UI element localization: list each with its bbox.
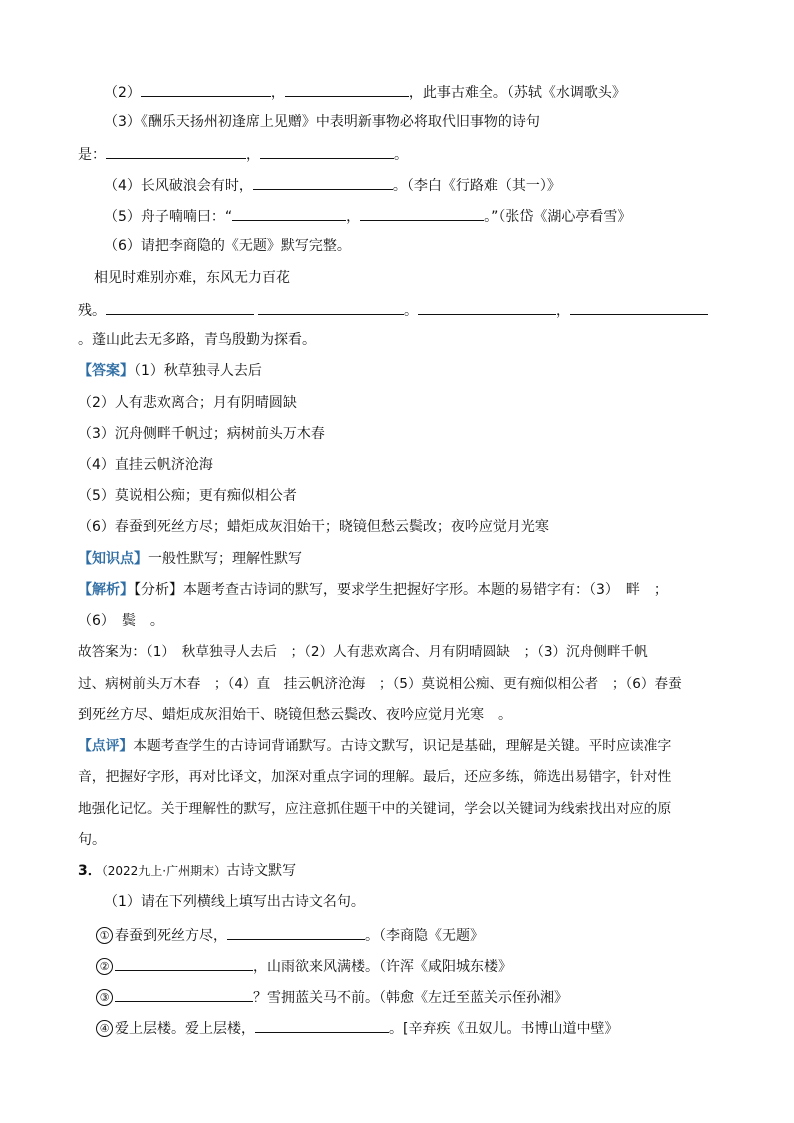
answer-text: （3）沉舟侧畔千帆过；病树前头万木春: [78, 426, 325, 442]
comment-text: 本题考查学生的古诗词背诵默写。古诗文默写，识记是基础，理解是关键。平时应读准字: [133, 738, 672, 754]
item-text: ，: [556, 303, 570, 319]
item-text: 。: [404, 303, 418, 319]
question-item-3: [104, 112, 540, 132]
item-text: ，: [270, 85, 285, 101]
answer-line-4: [78, 455, 213, 475]
answer-blank[interactable]: [141, 81, 271, 97]
answer-blank[interactable]: [285, 81, 409, 97]
answer-label: 【答案】: [78, 363, 134, 379]
poem-line-3: [78, 330, 316, 350]
q3-item-4: [96, 1017, 618, 1039]
answer-blank[interactable]: [106, 143, 246, 159]
item-text: 。: [394, 147, 408, 163]
item-text: 。[辛弃疾《丑奴儿。书博山道中壁》: [389, 1021, 619, 1037]
answer-blank[interactable]: [232, 205, 346, 221]
knowledge-text: 一般性默写；理解性默写: [148, 551, 302, 567]
item-text: （4）长风破浪会有时，: [104, 178, 253, 194]
comment-text: 地强化记忆。关于理解性的默写，应注意抓住题干中的关键词，学会以关键词为线索找出对应的原: [78, 801, 672, 817]
question-item-4: [104, 174, 561, 196]
answer-text: （5）莫说相公痴；更有痴似相公者: [78, 488, 297, 504]
analysis-line-4: [78, 674, 682, 694]
item-text: 。（李白《行路难（其一）》: [392, 178, 561, 194]
comment-line-4: [78, 830, 106, 850]
question-number: 3．: [78, 863, 102, 879]
answer-line-6: [78, 517, 549, 537]
answer-text: （6）春蚕到死丝方尽；蜡炬成灰泪始干；晓镜但愁云鬓改；夜吟应觉月光寒: [78, 519, 549, 535]
answer-blank[interactable]: [258, 299, 404, 315]
analysis-text: 【分析】本题考查古诗词的默写，要求学生把握好字形。本题的易错字有：（3） 畔 ；: [134, 582, 668, 598]
knowledge-points: [78, 549, 302, 569]
answer-line-1: [78, 361, 262, 381]
analysis-line-2: [78, 611, 164, 631]
answer-blank[interactable]: [260, 143, 394, 159]
comment-label: 【点评】: [78, 738, 134, 754]
question-source: （2022九上·广州期末）: [101, 864, 227, 878]
item-text: 。蓬山此去无多路，青鸟殷勤为探看。: [78, 332, 316, 348]
answer-blank[interactable]: [227, 924, 365, 940]
answer-blank[interactable]: [106, 299, 254, 315]
analysis-text: 故答案为：（1） 秋草独寻人去后 ；（2）人有悲欢离合、月有阴晴圆缺 ；（3）沉舟侧畔千帆: [78, 644, 648, 660]
answer-blank[interactable]: [115, 955, 253, 971]
item-text: ，: [246, 147, 260, 163]
circled-number: ③: [96, 989, 113, 1006]
item-text: （5）舟子喃喃曰：“: [104, 209, 233, 225]
q3-item-1: [96, 924, 484, 946]
question-item-3-cont: [78, 143, 408, 165]
item-text: 是：: [78, 147, 106, 163]
comment-line-1: [78, 736, 671, 756]
answer-blank[interactable]: [255, 1017, 389, 1033]
q3-item-2: [96, 955, 512, 977]
item-text: ？雪拥蓝关马不前。（韩愈《左迁至蓝关示侄孙湘》: [253, 990, 568, 1006]
analysis-text: 过、病树前头万木春 ；（4）直 挂云帆济沧海 ；（5）莫说相公痴、更有痴似相公者 ；（6）春蚕: [78, 676, 682, 692]
comment-text: 音，把握好字形，再对比译文，加深对重点字词的理解。最后，还应多练，筛选出易错字，针对性: [78, 769, 672, 785]
comment-line-2: [78, 767, 671, 787]
item-text: （6）请把李商隐的《无题》默写完整。: [104, 238, 351, 254]
analysis-text: 到死丝方尽、蜡炬成灰泪始干、晓镜但愁云鬓改、夜吟应觉月光寒 。: [78, 707, 512, 723]
circled-number: ②: [96, 958, 113, 975]
item-text: ，山雨欲来风满楼。（许浑《咸阳城东楼》: [253, 959, 512, 975]
item-text: 。（李商隐《无题》: [365, 928, 484, 944]
poem-line-1: [94, 268, 290, 288]
item-text: 相见时难别亦难，东风无力百花: [94, 270, 290, 286]
answer-line-2: [78, 393, 297, 413]
item-text: ，: [346, 209, 361, 225]
question-3-sub1: [104, 892, 365, 912]
circled-number: ④: [96, 1020, 113, 1037]
analysis-line-5: [78, 705, 512, 725]
answer-text: （4）直挂云帆济沧海: [78, 457, 213, 473]
answer-text: （2）人有悲欢离合；月有阴晴圆缺: [78, 395, 297, 411]
item-label: （2）: [104, 85, 141, 101]
comment-text: 句。: [78, 832, 106, 848]
q3-item-3: [96, 986, 568, 1008]
item-text: 残。: [78, 303, 106, 319]
question-item-5: [104, 205, 631, 227]
answer-blank[interactable]: [360, 205, 484, 221]
item-text: 。”（张岱《湖心亭看雪》: [484, 209, 632, 225]
question-item-6: [104, 236, 351, 256]
answer-blank[interactable]: [418, 299, 556, 315]
analysis-label: 【解析】: [78, 582, 134, 598]
answer-blank[interactable]: [570, 299, 708, 315]
analysis-line-1: [78, 580, 668, 600]
sub-question-text: （1）请在下列横线上填写出古诗文名句。: [104, 894, 365, 910]
answer-blank[interactable]: [115, 986, 253, 1002]
item-text: ，此事古难全。（苏轼《水调歌头》: [408, 85, 626, 101]
analysis-text: （6） 鬓 。: [78, 613, 164, 629]
poem-line-2: [78, 299, 708, 321]
question-title: 古诗文默写: [226, 863, 297, 879]
question-item-2: [104, 81, 626, 103]
answer-line-3: [78, 424, 325, 444]
analysis-line-3: [78, 642, 648, 662]
item-text: 爱上层楼。爱上层楼，: [115, 1021, 255, 1037]
answer-line-5: [78, 486, 297, 506]
item-text: （3）《酬乐天扬州初逢席上见赠》中表明新事物必将取代旧事物的诗句: [104, 114, 540, 130]
knowledge-label: 【知识点】: [78, 551, 148, 567]
answer-blank[interactable]: [253, 174, 393, 190]
answer-text: （1）秋草独寻人去后: [134, 363, 262, 379]
circled-number: ①: [96, 927, 113, 944]
comment-line-3: [78, 799, 671, 819]
question-3-header: [78, 861, 296, 881]
item-text: 春蚕到死丝方尽，: [115, 928, 227, 944]
